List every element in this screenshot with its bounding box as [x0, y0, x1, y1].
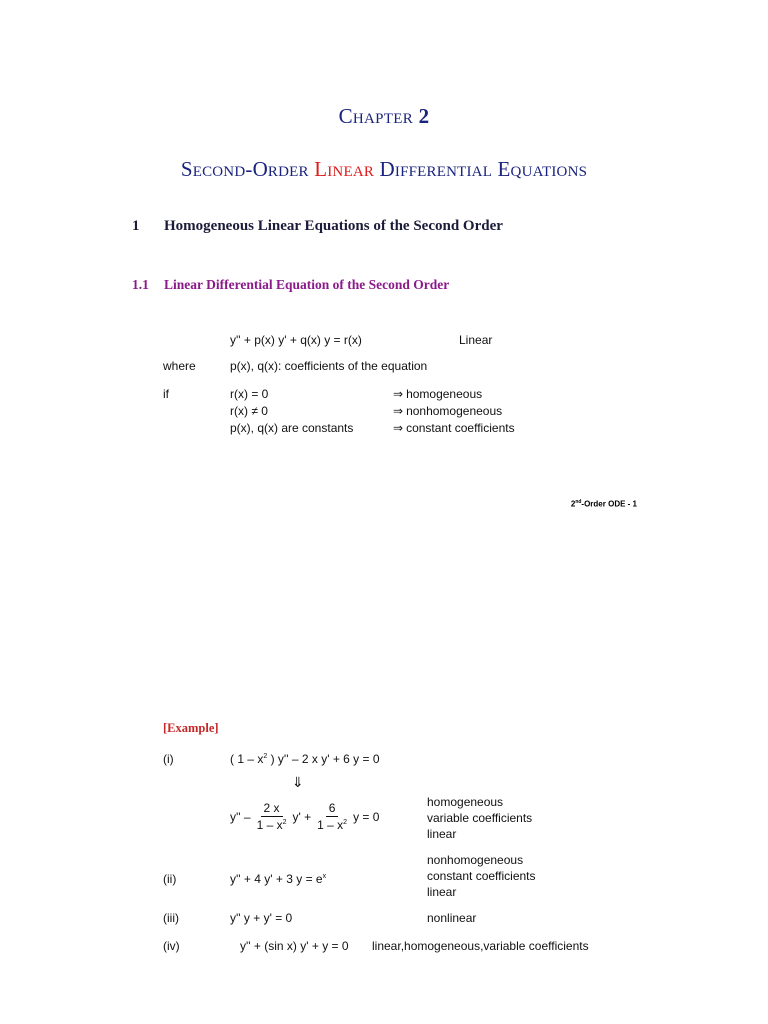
- result-2: [393, 404, 502, 418]
- fraction-2-numerator: 6: [326, 801, 339, 817]
- fraction-2-den-sup: 2: [343, 819, 348, 826]
- fraction-2: [314, 801, 350, 832]
- subtitle-part1: Second-Order: [180, 157, 309, 181]
- general-equation: y'' + p(x) y' + q(x) y = r(x): [230, 333, 362, 347]
- example-i-eq-a: ( 1 – x: [230, 752, 264, 766]
- example-i-mid: y' +: [292, 809, 312, 824]
- page-footer: [571, 499, 637, 509]
- implies-down-arrow: ⇓: [292, 774, 304, 790]
- subsection-number: 1.1: [132, 277, 149, 292]
- example-i-property-1: homogeneous: [427, 795, 504, 809]
- subtitle-linear: Linear: [314, 157, 375, 181]
- example-ii-eq-text: y'' + 4 y' + 3 y = e: [230, 872, 323, 886]
- fraction-2-den-text: 1 – x: [317, 818, 344, 832]
- example-label: [Example]: [163, 721, 219, 735]
- example-i-rhs: y = 0: [353, 809, 380, 824]
- condition-1: r(x) = 0: [230, 387, 269, 401]
- example-iv-number: (iv): [163, 939, 180, 953]
- section-number: 1: [132, 218, 140, 234]
- example-iii-number: (iii): [163, 911, 179, 925]
- subsection-title: Linear Differential Equation of the Second Order: [164, 277, 450, 292]
- condition-3: p(x), q(x) are constants: [230, 421, 354, 435]
- fraction-1: [254, 801, 290, 832]
- footer-pre: 2: [570, 499, 576, 509]
- condition-2: r(x) ≠ 0: [230, 404, 268, 418]
- example-i-eq-sup: 2: [263, 753, 268, 760]
- where-text: p(x), q(x): coefficients of the equation: [230, 359, 428, 373]
- example-iii-property-1: nonlinear: [427, 911, 477, 925]
- example-iii-equation: y'' y + y' = 0: [230, 911, 293, 925]
- example-ii-equation: [230, 872, 326, 886]
- where-label: where: [163, 359, 196, 373]
- subtitle-part3: Differential Equations: [379, 157, 588, 181]
- example-ii-property-2: constant coefficients: [427, 869, 536, 883]
- result-1: [393, 387, 482, 401]
- result-1-text: homogeneous: [406, 387, 483, 401]
- example-iv-equation: y'' + (sin x) y' + y = 0: [240, 939, 349, 953]
- example-i-lhs: y'' –: [230, 809, 251, 824]
- fraction-2-denominator: [314, 817, 350, 832]
- fraction-1-denominator: [254, 817, 290, 832]
- footer-post: -Order ODE - 1: [581, 499, 637, 509]
- example-iv-property-1: linear,homogeneous,variable coefficients: [372, 939, 589, 953]
- fraction-1-den-text: 1 – x: [256, 818, 283, 832]
- example-i-equation: [230, 752, 380, 766]
- general-equation-label: Linear: [459, 333, 493, 347]
- chapter-subtitle: [0, 157, 768, 182]
- example-i-property-2: variable coefficients: [427, 811, 533, 825]
- result-2-text: nonhomogeneous: [406, 404, 503, 418]
- example-ii-eq-sup: x: [322, 873, 327, 880]
- example-ii-property-1: nonhomogeneous: [427, 853, 524, 867]
- example-i-normalized-equation: [230, 801, 379, 832]
- example-ii-property-3: linear: [427, 885, 457, 899]
- chapter-title: [0, 104, 768, 129]
- fraction-1-den-sup: 2: [282, 819, 287, 826]
- example-i-property-3: linear: [427, 827, 457, 841]
- example-ii-number: (ii): [163, 872, 177, 886]
- fraction-1-numerator: 2 x: [261, 801, 283, 817]
- chapter-word: Chapter: [338, 104, 414, 128]
- example-i-number: (i): [163, 752, 174, 766]
- result-3-text: constant coefficients: [406, 421, 515, 435]
- result-3: [393, 421, 515, 435]
- footer-sup: nd: [575, 499, 582, 505]
- chapter-number: 2: [418, 104, 430, 128]
- section-title: Homogeneous Linear Equations of the Second Order: [164, 218, 503, 234]
- if-label: if: [163, 387, 169, 401]
- example-i-eq-b: ) y'' – 2 x y' + 6 y = 0: [267, 752, 380, 766]
